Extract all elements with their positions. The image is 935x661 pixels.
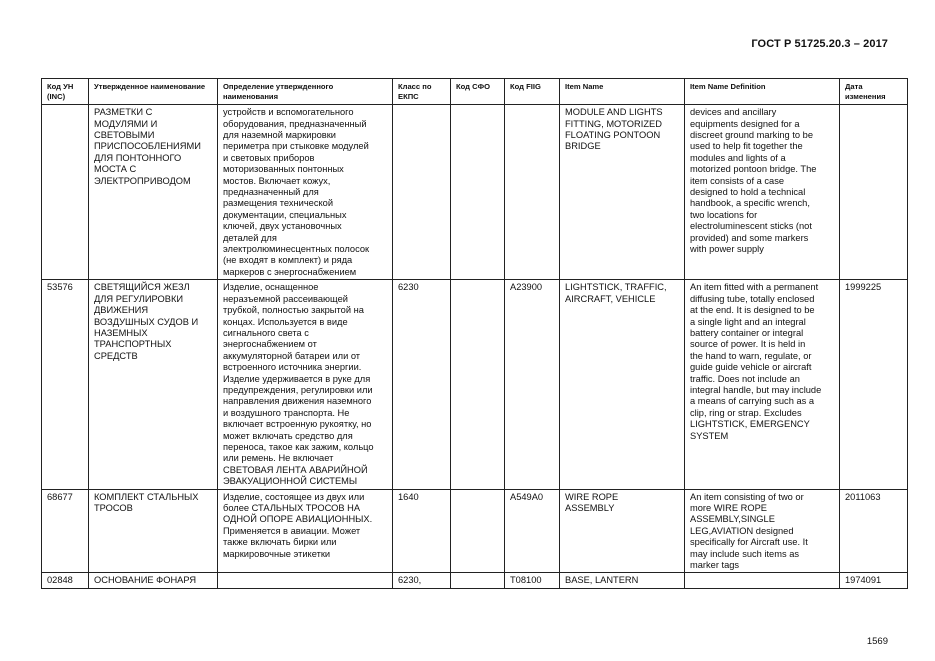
cell-text-line: ТРОСОВ [94,503,133,513]
cell-text-line: СВЕТЯЩИЙСЯ ЖЕЗЛ [94,282,190,293]
column-header-ekps-class: Класс по ЕКПС [393,79,451,105]
cell-text-line: размещения технической [223,198,334,209]
cell-text-line: периметра при стыковке модулей [223,141,369,152]
cell-text-line: Применяется в авиации. Может [223,525,361,536]
cell-text-line: и воздушного транспорта. Не [223,407,350,418]
cell-text-line: встроенного источника энергии. [223,362,362,373]
cell-definition [218,105,393,280]
cell-approved-name [89,573,218,588]
cell-change-date: 1974091 [840,573,908,588]
cell-text-line: сигнального света с [223,327,309,338]
table-row [42,489,908,573]
cell-text-line: аккумуляторной батареи или от [223,350,361,361]
cell-approved-name [89,105,218,280]
column-header-item-name: Item Name [560,79,685,105]
table-body [42,105,908,589]
cell-text-line: a means of carrying such as a [690,396,815,407]
column-header-approved-name: Утвержденное наименование [89,79,218,105]
cell-definition [218,280,393,489]
column-header-sfo-code: Код СФО [451,79,505,105]
cell-text-line: FLOATING PONTOON [565,130,661,140]
table-row [42,280,908,489]
cell-text-line: электролюминесцентных полосок [223,244,370,255]
cell-text-line: diffusing tube, totally enclosed [690,293,815,304]
cell-text-line: СВЕТОВЫМИ [94,130,155,140]
cell-text-line: the hand to warn, regulate, or [690,350,812,361]
cell-text-line: item consists of a case [690,175,785,186]
cell-text-line: modules and lights of a [690,152,786,163]
cell-item-name [560,280,685,489]
cell-text-line: designed to hold a technical [690,187,806,198]
cell-text-line: ДВИЖЕНИЯ [94,305,149,316]
cell-text-line: ДЛЯ РЕГУЛИРОВКИ [94,293,184,304]
cell-item-name-definition [685,573,840,588]
cell-ekps-class: 1640 [393,489,451,573]
cell-text-line: Изделие, оснащенное [223,282,319,293]
cell-text-line: guide guide vehicle or aircraft [690,362,812,373]
cell-text-line: equipments designed for a [690,118,800,129]
cell-text-line: discreet ground marking to be [690,130,813,140]
cell-text-line: устройств и вспомогательного [223,107,354,118]
cell-item-name-definition [685,489,840,573]
cell-definition [218,573,393,588]
cell-text-line: motorized pontoon bridge. The [690,164,817,175]
cell-text-line: ОСНОВАНИЕ ФОНАРЯ [94,575,197,586]
cell-text-line: Изделие удерживается в руке для [223,373,371,384]
cell-text-line: ДЛЯ ПОНТОННОГО [94,152,182,163]
cell-fiig-code [505,105,560,280]
cell-text-line: An item consisting of two or [690,491,804,502]
cell-text-line: моторизованных понтонных [223,164,344,175]
cell-text-line: used to help fit together the [690,141,803,152]
cell-text-line: концах. Используется в виде [223,316,348,327]
cell-ekps-class: 6230, [393,573,451,588]
column-header-change-date: Дата изменения [840,79,908,105]
cell-text-line: electroluminescent sticks (not [690,221,812,232]
cell-text-line: traffic. Does not include an [690,373,800,384]
cell-inc: 02848 [42,573,89,588]
column-header-item-name-definition: Item Name Definition [685,79,840,105]
cell-text-line: (не входят в комплект) и ряда [223,255,353,266]
cell-text-line: provided) and some markers [690,232,809,243]
cell-text-line: devices and ancillary [690,107,777,118]
cell-item-name [560,573,685,588]
cell-text-line: may include such items as [690,548,800,559]
cell-text-line: более СТАЛЬНЫХ ТРОСОВ НА [223,503,361,513]
cell-text-line: СВЕТОВАЯ ЛЕНТА АВАРИЙНОЙ [223,464,368,475]
cell-text-line: ASSEMBLY,SINGLE [690,514,775,525]
cell-sfo-code [451,489,505,573]
column-header-inc: Код УН (INC) [42,79,89,105]
cell-text-line: НАЗЕМНЫХ [94,327,148,338]
cell-text-line: маркеров с энергоснабжением [223,266,357,277]
cell-text-line: two locations for [690,209,758,220]
cell-inc: 68677 [42,489,89,573]
cell-text-line: ТРАНСПОРТНЫХ [94,339,172,350]
specification-table [41,78,908,589]
page-number: 1569 [866,636,888,647]
cell-text-line: и световых приборов [223,152,315,163]
cell-text-line: specifically for Aircraft use. It [690,537,808,548]
cell-item-name [560,105,685,280]
cell-change-date [840,105,908,280]
cell-text-line: предупреждения, регулировки или [223,384,373,395]
cell-text-line: трубкой, полностью закрытой на [223,305,364,316]
cell-text-line: МОДУЛЯМИ И [94,118,158,129]
cell-text-line: a single light and an integral [690,316,806,327]
cell-text-line: source of power. It is held in [690,339,806,350]
cell-text-line: энергоснабжением от [223,339,317,350]
cell-change-date: 1999225 [840,280,908,489]
cell-sfo-code [451,573,505,588]
cell-text-line: ЭЛЕКТРОПРИВОДОМ [94,175,191,186]
cell-text-line: документации, специальных [223,209,347,220]
cell-change-date: 2011063 [840,489,908,573]
cell-text-line: integral handle, but may include [690,384,822,395]
cell-text-line: SYSTEM [690,430,729,441]
cell-text-line: LEG,AVIATION designed [690,525,794,536]
table-row [42,573,908,588]
cell-text-line: BRIDGE [565,141,601,152]
cell-text-line: деталей для [223,232,277,243]
cell-text-line: предназначенный для [223,187,319,198]
cell-text-line: BASE, LANTERN [565,575,639,586]
cell-text-line: WIRE ROPE [565,491,619,502]
table-header-row [42,79,908,105]
cell-fiig-code: A549A0 [505,489,560,573]
cell-definition [218,489,393,573]
cell-text-line: MODULE AND LIGHTS [565,107,663,118]
cell-text-line: может включать средство для [223,430,353,441]
cell-text-line: мостов. Включает кожух, [223,175,331,186]
cell-text-line: LIGHTSTICK, EMERGENCY [690,419,810,430]
cell-text-line: маркировочные этикетки [223,548,331,559]
cell-text-line: КОМПЛЕКТ СТАЛЬНЫХ [94,491,199,502]
cell-approved-name [89,280,218,489]
cell-text-line: или ремень. Не включает [223,453,334,464]
cell-text-line: An item fitted with a permanent [690,282,819,293]
cell-text-line: ПРИСПОСОБЛЕНИЯМИ [94,141,201,152]
cell-text-line: также включать бирки или [223,537,337,548]
cell-text-line: AIRCRAFT, VEHICLE [565,293,656,304]
cell-text-line: РАЗМЕТКИ С [94,107,153,118]
cell-text-line: ЭВАКУАЦИОННОЙ СИСТЕМЫ [223,476,358,487]
column-header-definition: Определение утвержденного наименования [218,79,393,105]
cell-sfo-code [451,105,505,280]
cell-item-name [560,489,685,573]
document-header-title: ГОСТ Р 51725.20.3 – 2017 [751,38,888,50]
cell-text-line: ключей, двух установочных [223,221,342,232]
cell-ekps-class [393,105,451,280]
cell-text-line: clip, ring or strap. Excludes [690,407,802,418]
column-header-fiig-code: Код FIIG [505,79,560,105]
cell-text-line: ОДНОЙ ОПОРЕ АВИАЦИОННЫХ. [223,514,373,525]
cell-fiig-code: T08100 [505,573,560,588]
cell-text-line: more WIRE ROPE [690,503,767,513]
table-row [42,105,908,280]
cell-item-name-definition [685,105,840,280]
cell-text-line: battery container or integral [690,327,804,338]
cell-fiig-code: A23900 [505,280,560,489]
cell-text-line: ВОЗДУШНЫХ СУДОВ И [94,316,199,327]
cell-text-line: handbook, a specific wrench, [690,198,810,209]
cell-text-line: переноса, такое как зажим, кольцо [223,441,374,452]
cell-inc: 53576 [42,280,89,489]
cell-text-line: направления движения наземного [223,396,372,407]
cell-approved-name [89,489,218,573]
cell-text-line: оборудования, предназначенный [223,118,367,129]
cell-text-line: СРЕДСТВ [94,350,138,361]
cell-text-line: неразъемной рассеивающей [223,293,348,304]
cell-text-line: LIGHTSTICK, TRAFFIC, [565,282,667,293]
cell-item-name-definition [685,280,840,489]
cell-text-line: FITTING, MOTORIZED [565,118,662,129]
cell-text-line: для наземной маркировки [223,130,337,140]
cell-text-line: МОСТА С [94,164,137,175]
cell-text-line: with power supply [690,244,764,255]
cell-ekps-class: 6230 [393,280,451,489]
cell-text-line: включает встроенную рукоятку, но [223,419,372,430]
cell-text-line: ASSEMBLY [565,503,615,513]
cell-inc [42,105,89,280]
cell-text-line: at the end. It is designed to be [690,305,815,316]
cell-text-line: marker tags [690,560,740,571]
cell-text-line: Изделие, состоящее из двух или [223,491,365,502]
cell-sfo-code [451,280,505,489]
